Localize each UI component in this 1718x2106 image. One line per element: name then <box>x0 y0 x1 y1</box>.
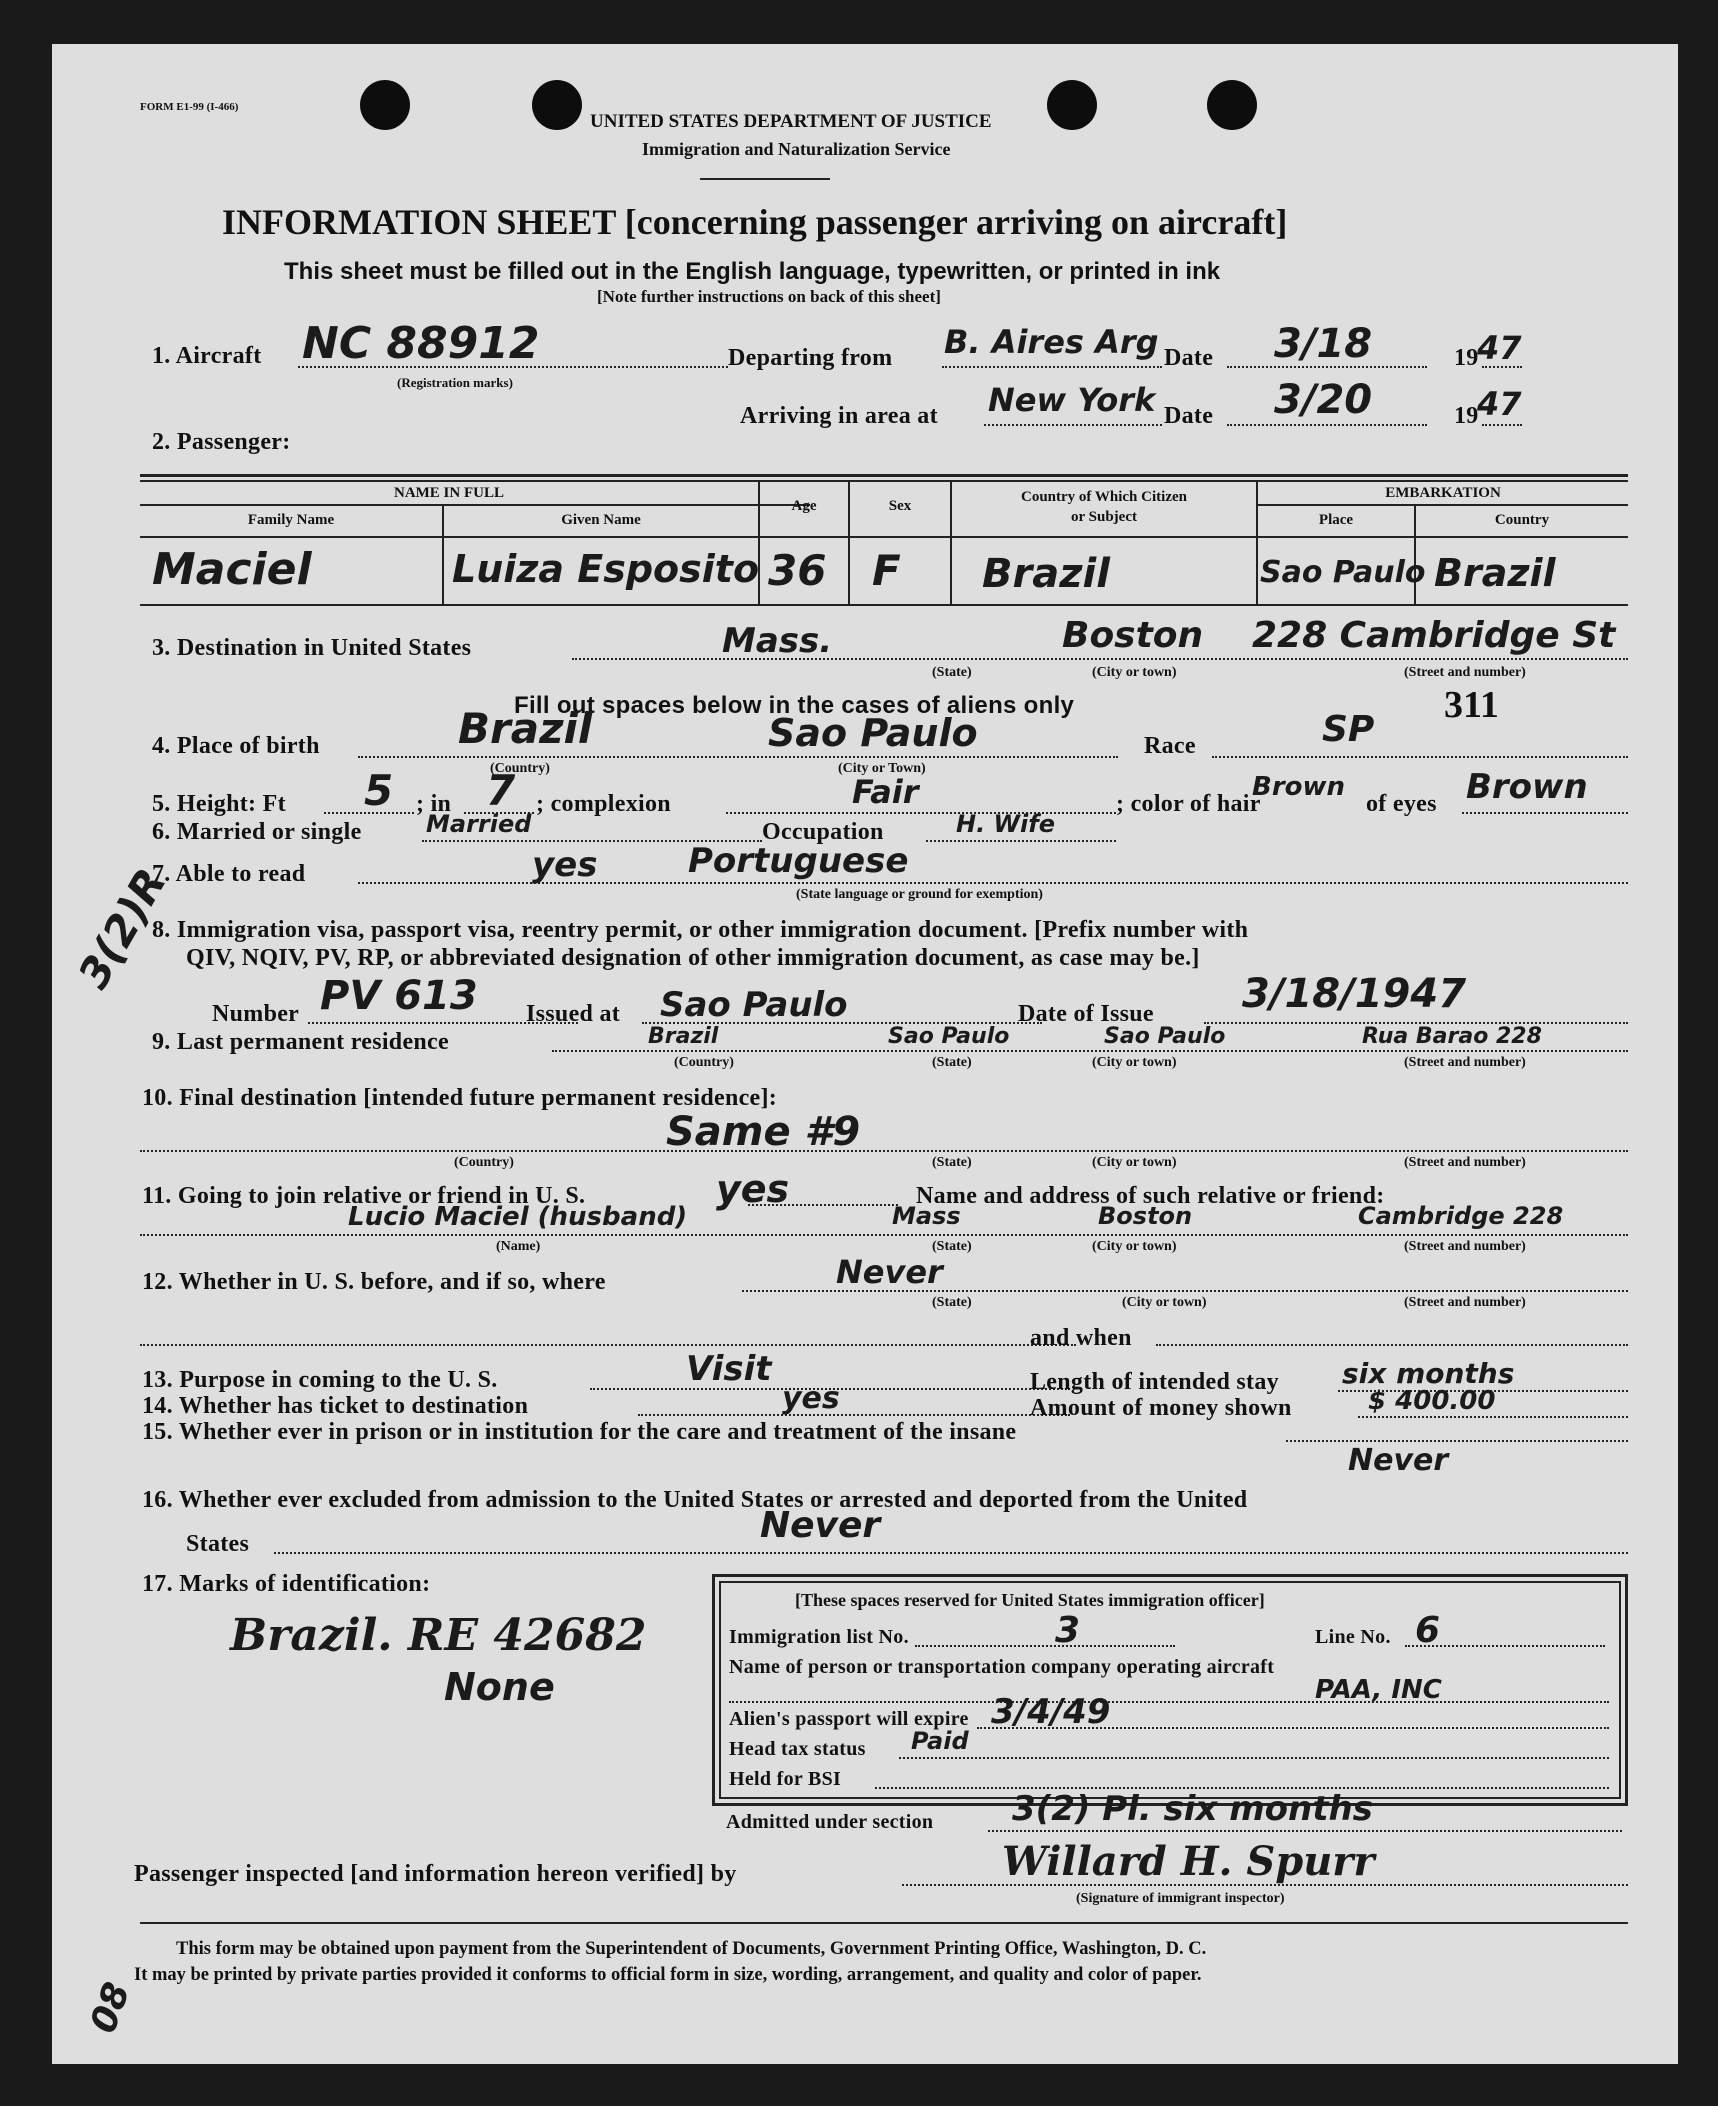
operator-label: Name of person or transportation company operating aircraft <box>729 1656 1275 1678</box>
family-name-value[interactable]: Maciel <box>152 544 312 595</box>
passenger-label: 2. Passenger: <box>152 429 291 455</box>
service-name: Immigration and Naturalization Service <box>642 139 951 159</box>
arriving-line <box>984 424 1162 426</box>
last-street-caption: (Street and number) <box>1404 1055 1526 1070</box>
bsi-label: Held for BSI <box>729 1768 842 1790</box>
list-no-label: Immigration list No. <box>729 1626 909 1648</box>
punch-hole <box>1207 80 1257 130</box>
destination-street-value[interactable]: 228 Cambridge St <box>1252 615 1616 656</box>
height-label: 5. Height: Ft <box>152 791 286 817</box>
line-no-label: Line No. <box>1315 1626 1391 1648</box>
race-value[interactable]: SP <box>1322 709 1375 750</box>
prison-line <box>1286 1440 1628 1442</box>
married-label: 6. Married or single <box>152 819 362 845</box>
officer-box <box>712 1574 1628 1806</box>
complexion-value[interactable]: Fair <box>852 773 919 811</box>
and-when-label: and when <box>1030 1325 1132 1351</box>
destination-state-value[interactable]: Mass. <box>722 621 833 661</box>
inches-label: ; in <box>416 791 452 817</box>
hair-value[interactable]: Brown <box>1252 772 1346 802</box>
head-tax-value[interactable]: Paid <box>911 1727 969 1755</box>
footer-line-1: This form may be obtained upon payment from the Superintendent of Documents, Government Printing Office, Washington, D. C. <box>176 1939 1207 1959</box>
departing-line <box>942 366 1162 368</box>
visa-label-2: QIV, NQIV, PV, RP, or abbreviated designation of other immigration document, as case may be.] <box>186 945 1200 971</box>
admitted-value[interactable]: 3(2) Pl. six months <box>1012 1789 1373 1829</box>
visa-label-1: 8. Immigration visa, passport visa, reentry permit, or other immigration document. [Prefix number with <box>152 917 1249 943</box>
departing-year-prefix: 19 <box>1454 345 1479 371</box>
before-street-caption: (Street and number) <box>1404 1295 1526 1310</box>
arriving-year-line <box>1482 424 1522 426</box>
departing-from-label: Departing from <box>728 345 893 371</box>
table-header-mid-rule <box>140 504 810 506</box>
money-label: Amount of money shown <box>1030 1395 1292 1421</box>
number-label: Number <box>212 1001 300 1027</box>
and-when-line <box>1156 1344 1628 1346</box>
race-label: Race <box>1144 733 1196 759</box>
information-sheet <box>52 44 1678 2064</box>
final-country-caption: (Country) <box>454 1155 514 1170</box>
ticket-label: 14. Whether has ticket to destination <box>142 1393 529 1419</box>
sex-header: Sex <box>888 498 912 514</box>
form-title: INFORMATION SHEET [concerning passenger arriving on aircraft] <box>222 202 1288 242</box>
prison-label: 15. Whether ever in prison or in institution for the care and treatment of the insane <box>142 1419 1017 1445</box>
head-tax-label: Head tax status <box>729 1738 866 1760</box>
head-tax-line <box>899 1757 1609 1759</box>
form-number: FORM E1-99 (I-466) <box>140 101 239 113</box>
given-name-header: Given Name <box>561 512 641 528</box>
name-address-label: Name and address of such relative or friend: <box>916 1183 1385 1209</box>
embark-country-value[interactable]: Brazil <box>1434 551 1556 595</box>
arriving-date-value[interactable]: 3/20 <box>1274 377 1373 423</box>
departing-from-value[interactable]: B. Aires Arg <box>944 323 1159 361</box>
relative-name-value[interactable]: Lucio Maciel (husband) <box>348 1202 688 1232</box>
birth-city-value[interactable]: Sao Paulo <box>768 711 978 755</box>
country-header: Country <box>1494 512 1550 528</box>
going-to-join-label: 11. Going to join relative or friend in U. S. <box>142 1183 586 1209</box>
place-header: Place <box>1318 512 1354 528</box>
race-line <box>1212 756 1628 758</box>
family-name-header: Family Name <box>247 512 335 528</box>
name-in-full-header: NAME IN FULL <box>393 485 504 501</box>
embarkation-header: EMBARKATION <box>1385 485 1501 501</box>
purpose-value[interactable]: Visit <box>686 1349 772 1389</box>
punch-hole <box>1047 80 1097 130</box>
department-name: UNITED STATES DEPARTMENT OF JUSTICE <box>590 111 992 132</box>
last-residence-line <box>552 1050 1628 1052</box>
birth-country-value[interactable]: Brazil <box>458 704 593 753</box>
arriving-label: Arriving in area at <box>740 403 938 429</box>
read-language-value[interactable]: Portuguese <box>688 841 909 881</box>
inspected-label: Passenger inspected [and information hereon verified] by <box>134 1861 737 1887</box>
arriving-year-prefix: 19 <box>1454 403 1479 429</box>
admitted-label: Admitted under section <box>726 1811 934 1833</box>
arriving-year-value[interactable]: 47 <box>1477 385 1522 423</box>
table-top-rule-2 <box>140 480 1628 482</box>
occupation-line <box>926 840 1116 842</box>
footer-line-2: It may be printed by private parties provided it conforms to official form in size, wording, arrangement, and quality and color of paper. <box>134 1965 1202 1985</box>
marks-value-1[interactable]: Brazil. RE 42682 <box>230 1610 647 1661</box>
issued-at-label: Issued at <box>526 1001 621 1027</box>
date-of-issue-label: Date of Issue <box>1018 1001 1154 1027</box>
list-no-value[interactable]: 3 <box>1055 1610 1081 1651</box>
eyes-label: of eyes <box>1366 791 1437 817</box>
marks-label: 17. Marks of identification: <box>142 1571 431 1597</box>
hair-label: ; color of hair <box>1116 791 1261 817</box>
age-header: Age <box>791 498 817 514</box>
excluded-line <box>274 1552 1628 1554</box>
eyes-value[interactable]: Brown <box>1466 767 1588 807</box>
relative-street-value[interactable]: Cambridge 228 <box>1358 1202 1564 1230</box>
stamp-number: 311 <box>1444 684 1499 726</box>
last-state-value[interactable]: Sao Paulo <box>888 1024 1010 1049</box>
relative-name-caption: (Name) <box>496 1239 541 1254</box>
excluded-label-2: States <box>186 1531 250 1557</box>
place-of-birth-label: 4. Place of birth <box>152 733 320 759</box>
aliens-only-heading: Fill out spaces below in the cases of aliens only <box>514 692 1075 719</box>
able-to-read-label: 7. Able to read <box>152 861 306 887</box>
passport-value[interactable]: 3/4/49 <box>991 1692 1111 1732</box>
arriving-date-label: Date <box>1164 403 1214 429</box>
last-city-caption: (City or town) <box>1092 1055 1177 1070</box>
aircraft-label: 1. Aircraft <box>152 343 262 369</box>
birth-city-caption: (City or Town) <box>838 761 926 776</box>
height-in-value[interactable]: 7 <box>486 766 516 815</box>
header-rule <box>700 178 830 180</box>
operator-line <box>729 1701 1609 1703</box>
money-line <box>1358 1416 1628 1418</box>
doc-number-value[interactable]: PV 613 <box>320 973 478 1019</box>
departing-date-label: Date <box>1164 345 1214 371</box>
registration-marks-label: (Registration marks) <box>397 375 513 390</box>
departing-year-value[interactable]: 47 <box>1477 329 1522 367</box>
final-destination-value[interactable]: Same #9 <box>666 1109 861 1155</box>
age-value[interactable]: 36 <box>768 546 827 595</box>
citizen-value[interactable]: Brazil <box>982 551 1110 597</box>
last-city-value[interactable]: Sao Paulo <box>1104 1024 1226 1049</box>
relative-street-caption: (Street and number) <box>1404 1239 1526 1254</box>
arriving-date-line <box>1227 424 1427 426</box>
relative-city-caption: (City or town) <box>1092 1239 1177 1254</box>
margin-note: 3(2)R <box>68 860 176 997</box>
in-us-before-label: 12. Whether in U. S. before, and if so, where <box>142 1269 606 1295</box>
ticket-line <box>638 1414 1070 1416</box>
last-street-value[interactable]: Rua Barao 228 <box>1362 1024 1542 1049</box>
punch-hole <box>532 80 582 130</box>
dest-state-caption: (State) <box>932 665 972 680</box>
aircraft-value[interactable]: NC 88912 <box>302 318 540 369</box>
list-no-line <box>915 1645 1175 1647</box>
table-top-rule <box>140 474 1628 477</box>
birth-country-caption: (Country) <box>490 761 550 776</box>
purpose-label: 13. Purpose in coming to the U. S. <box>142 1367 498 1393</box>
dest-street-caption: (Street and number) <box>1404 665 1526 680</box>
embark-place-value[interactable]: Sao Paulo <box>1260 555 1426 590</box>
admitted-line <box>988 1830 1622 1832</box>
dest-city-caption: (City or town) <box>1092 665 1177 680</box>
and-when-line-left <box>140 1344 1076 1346</box>
ticket-value[interactable]: yes <box>782 1381 840 1416</box>
citizen-header-1: Country of Which Citizen <box>1021 489 1187 505</box>
excluded-label-1: 16. Whether ever excluded from admission to the United States or arrested and deported from the United <box>142 1487 1248 1513</box>
table-bottom-rule <box>140 604 1628 606</box>
place-of-birth-line <box>358 756 1118 758</box>
relative-line <box>140 1234 1628 1236</box>
marks-value-2[interactable]: None <box>444 1665 555 1709</box>
citizen-header-2: or Subject <box>1071 509 1137 525</box>
complexion-line <box>726 812 1116 814</box>
final-destination-label: 10. Final destination [intended future permanent residence]: <box>142 1085 778 1111</box>
excluded-value[interactable]: Never <box>760 1505 881 1546</box>
departing-date-value[interactable]: 3/18 <box>1274 321 1373 367</box>
before-state-caption: (State) <box>932 1295 972 1310</box>
relative-city-value[interactable]: Boston <box>1098 1202 1193 1230</box>
signature-caption: (Signature of immigrant inspector) <box>1076 1891 1285 1906</box>
last-country-caption: (Country) <box>674 1055 734 1070</box>
before-city-caption: (City or town) <box>1122 1295 1207 1310</box>
height-ft-value[interactable]: 5 <box>364 766 394 815</box>
going-to-join-value[interactable]: yes <box>716 1167 790 1211</box>
sex-value[interactable]: F <box>872 546 901 595</box>
given-name-value[interactable]: Luiza Esposito <box>452 547 760 591</box>
issue-date-value[interactable]: 3/18/1947 <box>1242 971 1467 1017</box>
table-header-bottom-rule <box>140 536 1628 538</box>
arriving-at-value[interactable]: New York <box>988 381 1156 419</box>
issued-at-value[interactable]: Sao Paulo <box>660 985 848 1025</box>
final-destination-line <box>140 1150 1628 1152</box>
instruction-note: [Note further instructions on back of this sheet] <box>597 287 941 306</box>
table-header-mid-rule-emb <box>1256 504 1628 506</box>
passport-label: Alien's passport will expire <box>729 1708 969 1730</box>
relative-state-caption: (State) <box>932 1239 972 1254</box>
state-language-caption: (State language or ground for exemption) <box>796 887 1043 902</box>
officer-box-heading: [These spaces reserved for United States immigration officer] <box>795 1590 1265 1610</box>
money-value[interactable]: $ 400.00 <box>1368 1386 1496 1416</box>
line-no-value[interactable]: 6 <box>1415 1610 1441 1651</box>
final-street-caption: (Street and number) <box>1404 1155 1526 1170</box>
relative-state-value[interactable]: Mass <box>892 1202 961 1230</box>
instruction-text: This sheet must be filled out in the English language, typewritten, or printed in ink <box>284 258 1221 285</box>
inspector-signature[interactable]: Willard H. Spurr <box>1002 1838 1375 1885</box>
operator-value[interactable]: PAA, INC <box>1315 1675 1442 1705</box>
corner-note: 08 <box>82 1977 139 2039</box>
last-country-value[interactable]: Brazil <box>648 1024 719 1049</box>
final-city-caption: (City or town) <box>1092 1155 1177 1170</box>
destination-label: 3. Destination in United States <box>152 635 472 661</box>
eyes-line <box>1462 812 1628 814</box>
occupation-label: Occupation <box>762 819 884 845</box>
last-residence-label: 9. Last permanent residence <box>152 1029 449 1055</box>
able-to-read-value[interactable]: yes <box>532 845 598 885</box>
married-value[interactable]: Married <box>426 810 532 838</box>
last-state-caption: (State) <box>932 1055 972 1070</box>
final-state-caption: (State) <box>932 1155 972 1170</box>
occupation-value[interactable]: H. Wife <box>956 810 1055 838</box>
prison-value[interactable]: Never <box>1348 1443 1449 1478</box>
destination-city-value[interactable]: Boston <box>1062 615 1204 656</box>
in-us-before-value[interactable]: Never <box>836 1253 943 1291</box>
punch-hole <box>360 80 410 130</box>
length-of-stay-label: Length of intended stay <box>1030 1369 1279 1395</box>
length-of-stay-value[interactable]: six months <box>1342 1357 1515 1390</box>
complexion-label: ; complexion <box>536 791 671 817</box>
footer-rule <box>140 1922 1628 1924</box>
